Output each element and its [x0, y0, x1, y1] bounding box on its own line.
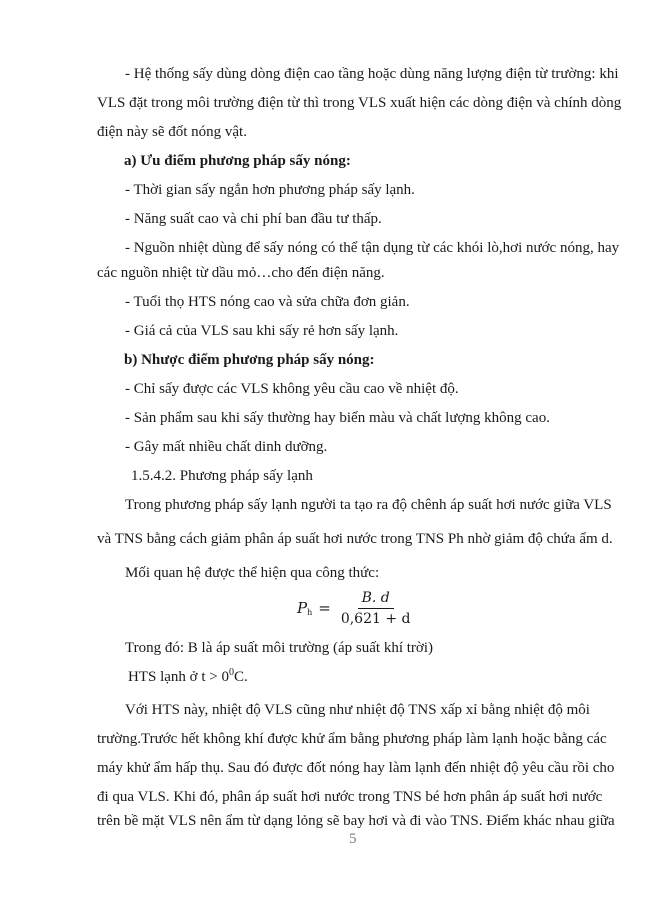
list-item: - Thời gian sấy ngắn hơn phương pháp sấy lạnh. — [125, 182, 415, 198]
paragraph-line: trường.Trước hết không khí được khử ẩm bằng phương pháp làm lạnh hoặc bằng các — [97, 731, 607, 747]
list-item: - Tuổi thọ HTS nóng cao và sửa chữa đơn giản. — [125, 294, 410, 310]
formula-symbol: P — [297, 599, 308, 617]
list-item-continuation: các nguồn nhiệt từ dầu mỏ…cho đến điện năng. — [97, 265, 385, 281]
formula-lhs — [297, 599, 312, 617]
paragraph-line: VLS đặt trong môi trường điện từ thì trong VLS xuất hiện các dòng điện và chính dòng — [97, 95, 622, 111]
formula-fraction — [337, 590, 415, 627]
paragraph-line: và TNS bằng cách giảm phân áp suất hơi nước trong TNS Ph nhờ giảm độ chứa ẩm d. — [97, 531, 613, 547]
section-heading: 1.5.4.2. Phương pháp sấy lạnh — [131, 468, 313, 484]
formula-numerator: B. d — [358, 590, 394, 609]
paragraph-line: Với HTS này, nhiệt độ VLS cũng như nhiệt độ TNS xấp xỉ bằng nhiệt độ môi — [125, 702, 590, 718]
hts-cold-prefix: HTS lạnh ở t > 0 — [128, 669, 229, 685]
formula-explanation: Trong đó: B là áp suất môi trường (áp suất khí trời) — [125, 640, 433, 656]
degree-superscript: 0 — [228, 667, 234, 678]
list-item: - Năng suất cao và chi phí ban đầu tư thấp. — [125, 211, 382, 227]
list-item: - Sản phẩm sau khi sấy thường hay biến màu và chất lượng không cao. — [125, 410, 550, 426]
paragraph-line: điện này sẽ đốt nóng vật. — [97, 124, 247, 140]
list-item: - Chỉ sấy được các VLS không yêu cầu cao về nhiệt độ. — [125, 381, 459, 397]
heading-advantages: a) Ưu điểm phương pháp sấy nóng: — [124, 153, 351, 169]
page-number: 5 — [349, 831, 357, 847]
formula-subscript: h — [307, 608, 313, 617]
list-item: - Gây mất nhiều chất dinh dưỡng. — [125, 439, 328, 455]
hts-cold-condition — [128, 667, 248, 687]
formula — [297, 586, 415, 630]
paragraph-line: máy khử ẩm hấp thụ. Sau đó được đốt nóng hay làm lạnh đến nhiệt độ yêu cầu rồi cho — [97, 760, 615, 776]
list-item: - Nguồn nhiệt dùng để sấy nóng có thể tận dụng từ các khói lò,hơi nước nóng, hay — [125, 240, 620, 256]
paragraph-line: trên bề mặt VLS nên ẩm từ dạng lỏng sẽ bay hơi và đi vào TNS. Điểm khác nhau giữa — [97, 813, 615, 829]
formula-denominator: 0,621 + d — [340, 610, 411, 627]
paragraph-line: - Hệ thống sấy dùng dòng điện cao tầng hoặc dùng năng lượng điện từ trường: khi — [125, 66, 619, 82]
paragraph-line: đi qua VLS. Khi đó, phân áp suất hơi nước trong TNS bé hơn phân áp suất hơi nước — [97, 789, 603, 805]
formula-intro: Mối quan hệ được thể hiện qua công thức: — [125, 565, 380, 581]
formula-equals: = — [318, 599, 331, 617]
paragraph-line: Trong phương pháp sấy lạnh người ta tạo ra độ chênh áp suất hơi nước giữa VLS — [125, 497, 612, 513]
list-item: - Giá cả của VLS sau khi sấy rẻ hơn sấy lạnh. — [125, 323, 399, 339]
hts-cold-suffix: C. — [233, 669, 248, 685]
heading-disadvantages: b) Nhược điểm phương pháp sấy nóng: — [124, 352, 375, 368]
